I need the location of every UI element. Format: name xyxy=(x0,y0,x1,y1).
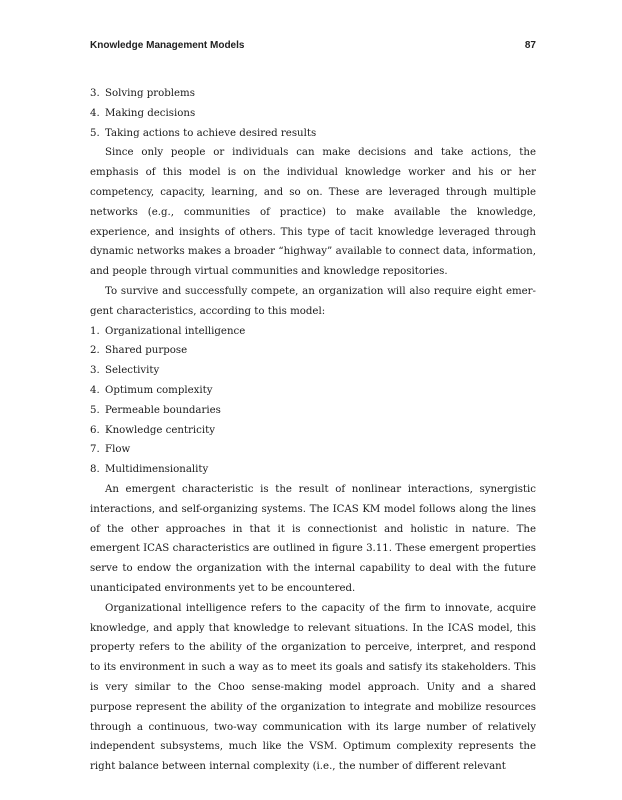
list-item-text: Taking actions to achieve desired results xyxy=(105,127,317,139)
list-item-number: 4. xyxy=(90,107,100,119)
characteristics-list xyxy=(90,322,536,480)
list-item xyxy=(90,341,536,361)
list-item xyxy=(90,322,536,342)
steps-list xyxy=(90,84,536,143)
list-item xyxy=(90,421,536,441)
list-item-text: Organizational intelligence xyxy=(105,325,246,337)
body-text xyxy=(90,84,536,777)
list-item-number: 2. xyxy=(90,345,100,357)
list-item-text: Making decisions xyxy=(105,107,196,119)
list-item xyxy=(90,401,536,421)
paragraph: To survive and successfully compete, an organization will also require eight emergent characteristics, according to this model: xyxy=(90,285,536,317)
paragraph: Since only people or individuals can make decisions and take actions, the emphasis of this model is on the individual knowledge worker and his or her competency, capacity, learning, and so on. These are leveraged through multiple networks (e.g., communities of practice) to make available the knowledge, experience, and insights of others. This type of tacit knowledge leveraged through dynamic networks makes a broader “highway” available to connect data, information, and people through virtual communities and knowledge repositories. xyxy=(90,147,536,278)
list-item xyxy=(90,84,536,104)
list-item xyxy=(90,381,536,401)
list-item-number: 1. xyxy=(90,325,100,337)
list-item-number: 5. xyxy=(90,404,100,416)
list-item-text: Multidimensionality xyxy=(105,464,209,476)
list-item xyxy=(90,104,536,124)
list-item-text: Knowledge centricity xyxy=(105,424,215,436)
list-item xyxy=(90,460,536,480)
running-header xyxy=(90,40,536,58)
list-item-text: Shared purpose xyxy=(105,345,188,357)
paragraph: An emergent characteristic is the result of nonlinear interactions, synergistic interactions, and self-organizing systems. The ICAS KM model follows along the lines of the other approaches in that it is connectionist and holistic in nature. The emergent ICAS characteristics are outlined in figure 3.11. These emergent properties serve to endow the organization with the internal capability to deal with the future unanticipated environments yet to be encountered. xyxy=(90,483,536,594)
list-item-text: Optimum complexity xyxy=(105,384,213,396)
list-item xyxy=(90,440,536,460)
list-item-number: 7. xyxy=(90,444,100,456)
list-item-number: 3. xyxy=(90,365,100,377)
list-item-text: Solving problems xyxy=(105,88,195,99)
list-item-text: Flow xyxy=(105,444,131,456)
page-number: 87 xyxy=(524,40,536,51)
list-item-number: 8. xyxy=(90,464,100,476)
list-item-number: 6. xyxy=(90,424,100,436)
book-page xyxy=(90,40,536,777)
chapter-title: Knowledge Management Models xyxy=(90,40,245,51)
list-item xyxy=(90,124,536,144)
list-item-number: 5. xyxy=(90,127,100,139)
list-item-text: Selectivity xyxy=(105,365,160,377)
paragraph: Organizational intelligence refers to the capacity of the firm to innovate, acquire knowledge, and apply that knowledge to relevant situations. In the ICAS model, this property refers to the ability of the organization to perceive, interpret, and respond to its environment in such a way as to meet its goals and satisfy its stakeholders. This is very similar to the Choo sense-making model approach. Unity and a shared purpose represent the ability of the organization to integrate and mobilize resources through a continuous, two-way communication with its large number of relatively independent subsystems, much like the VSM. Optimum complexity represents the right balance between internal complexity (i.e., the number of different relevant xyxy=(90,602,536,773)
list-item xyxy=(90,361,536,381)
list-item-number: 3. xyxy=(90,88,100,99)
list-item-number: 4. xyxy=(90,384,100,396)
list-item-text: Permeable boundaries xyxy=(105,404,221,416)
